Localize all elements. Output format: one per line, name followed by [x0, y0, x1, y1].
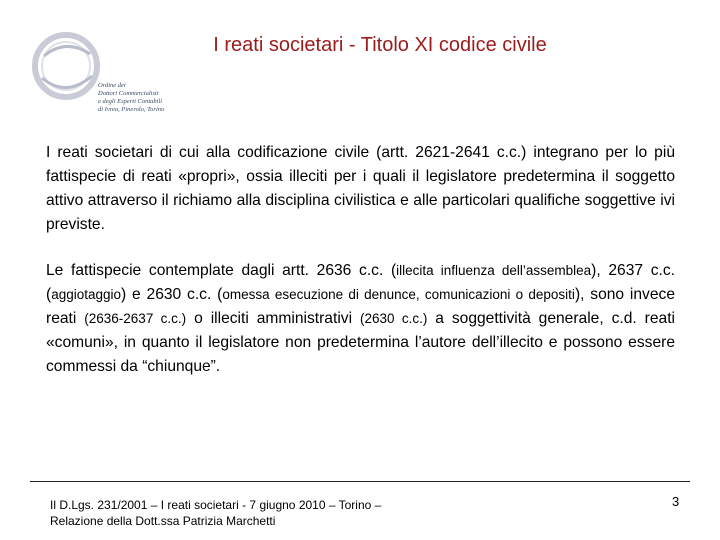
logo-line: Ordine dei	[98, 82, 126, 89]
p2-text: Le fattispecie contemplate dagli artt. 2636 c.c. (	[46, 262, 397, 279]
p2-text: ), 2637 c.c. (	[46, 262, 675, 303]
paragraph-1: I reati societari di cui alla codificazione civile (artt. 2621-2641 c.c.) integrano per lo più fattispecie di reati «propri», ossia illeciti per i quali il legislatore predetermina il soggetto attivo attraverso il richiamo alla disciplina civilistica e alle particolari qualifiche soggettive ivi previste.	[46, 144, 675, 233]
page-number: 3	[672, 494, 680, 509]
logo-emblem-icon	[30, 26, 100, 102]
slide-title: I reati societari - Titolo XI codice civile	[213, 34, 547, 56]
logo-line: di Ivrea, Pinerolo, Torino	[98, 106, 165, 113]
p2-text: ), sono invece reati	[46, 286, 675, 327]
p2-text: ) e 2630 c.c. (	[121, 286, 223, 303]
logo	[30, 26, 165, 113]
logo-text	[98, 82, 188, 114]
p2-small-text: aggiotaggio	[51, 287, 122, 302]
p2-text: a soggettività generale, c.d. reati «comuni», in quanto il legislatore non predetermina l’autore dell’illecito e possono essere commessi da “chiunque”.	[46, 310, 676, 375]
logo-line: Dottori Commercialisti	[98, 90, 159, 97]
p2-small-text: (2636-2637 c.c.)	[84, 311, 187, 326]
footer-line-2: Relazione della Dott.ssa Patrizia Marchetti	[50, 514, 276, 528]
footer-divider	[30, 481, 690, 482]
logo-line: e degli Esperti Contabili	[98, 98, 163, 105]
p2-small-text: (2630 c.c.)	[359, 311, 428, 326]
footer-line-1: Il D.Lgs. 231/2001 – I reati societari - 7 giugno 2010 – Torino –	[50, 498, 382, 512]
p2-small-text: omessa esecuzione di denunce, comunicazioni o depositi	[222, 287, 575, 302]
p2-small-text: illecita influenza dell’assemblea	[396, 263, 592, 278]
p2-text: o illeciti amministrativi	[186, 310, 360, 327]
paragraph-2	[46, 259, 675, 379]
footer-text	[50, 497, 381, 529]
